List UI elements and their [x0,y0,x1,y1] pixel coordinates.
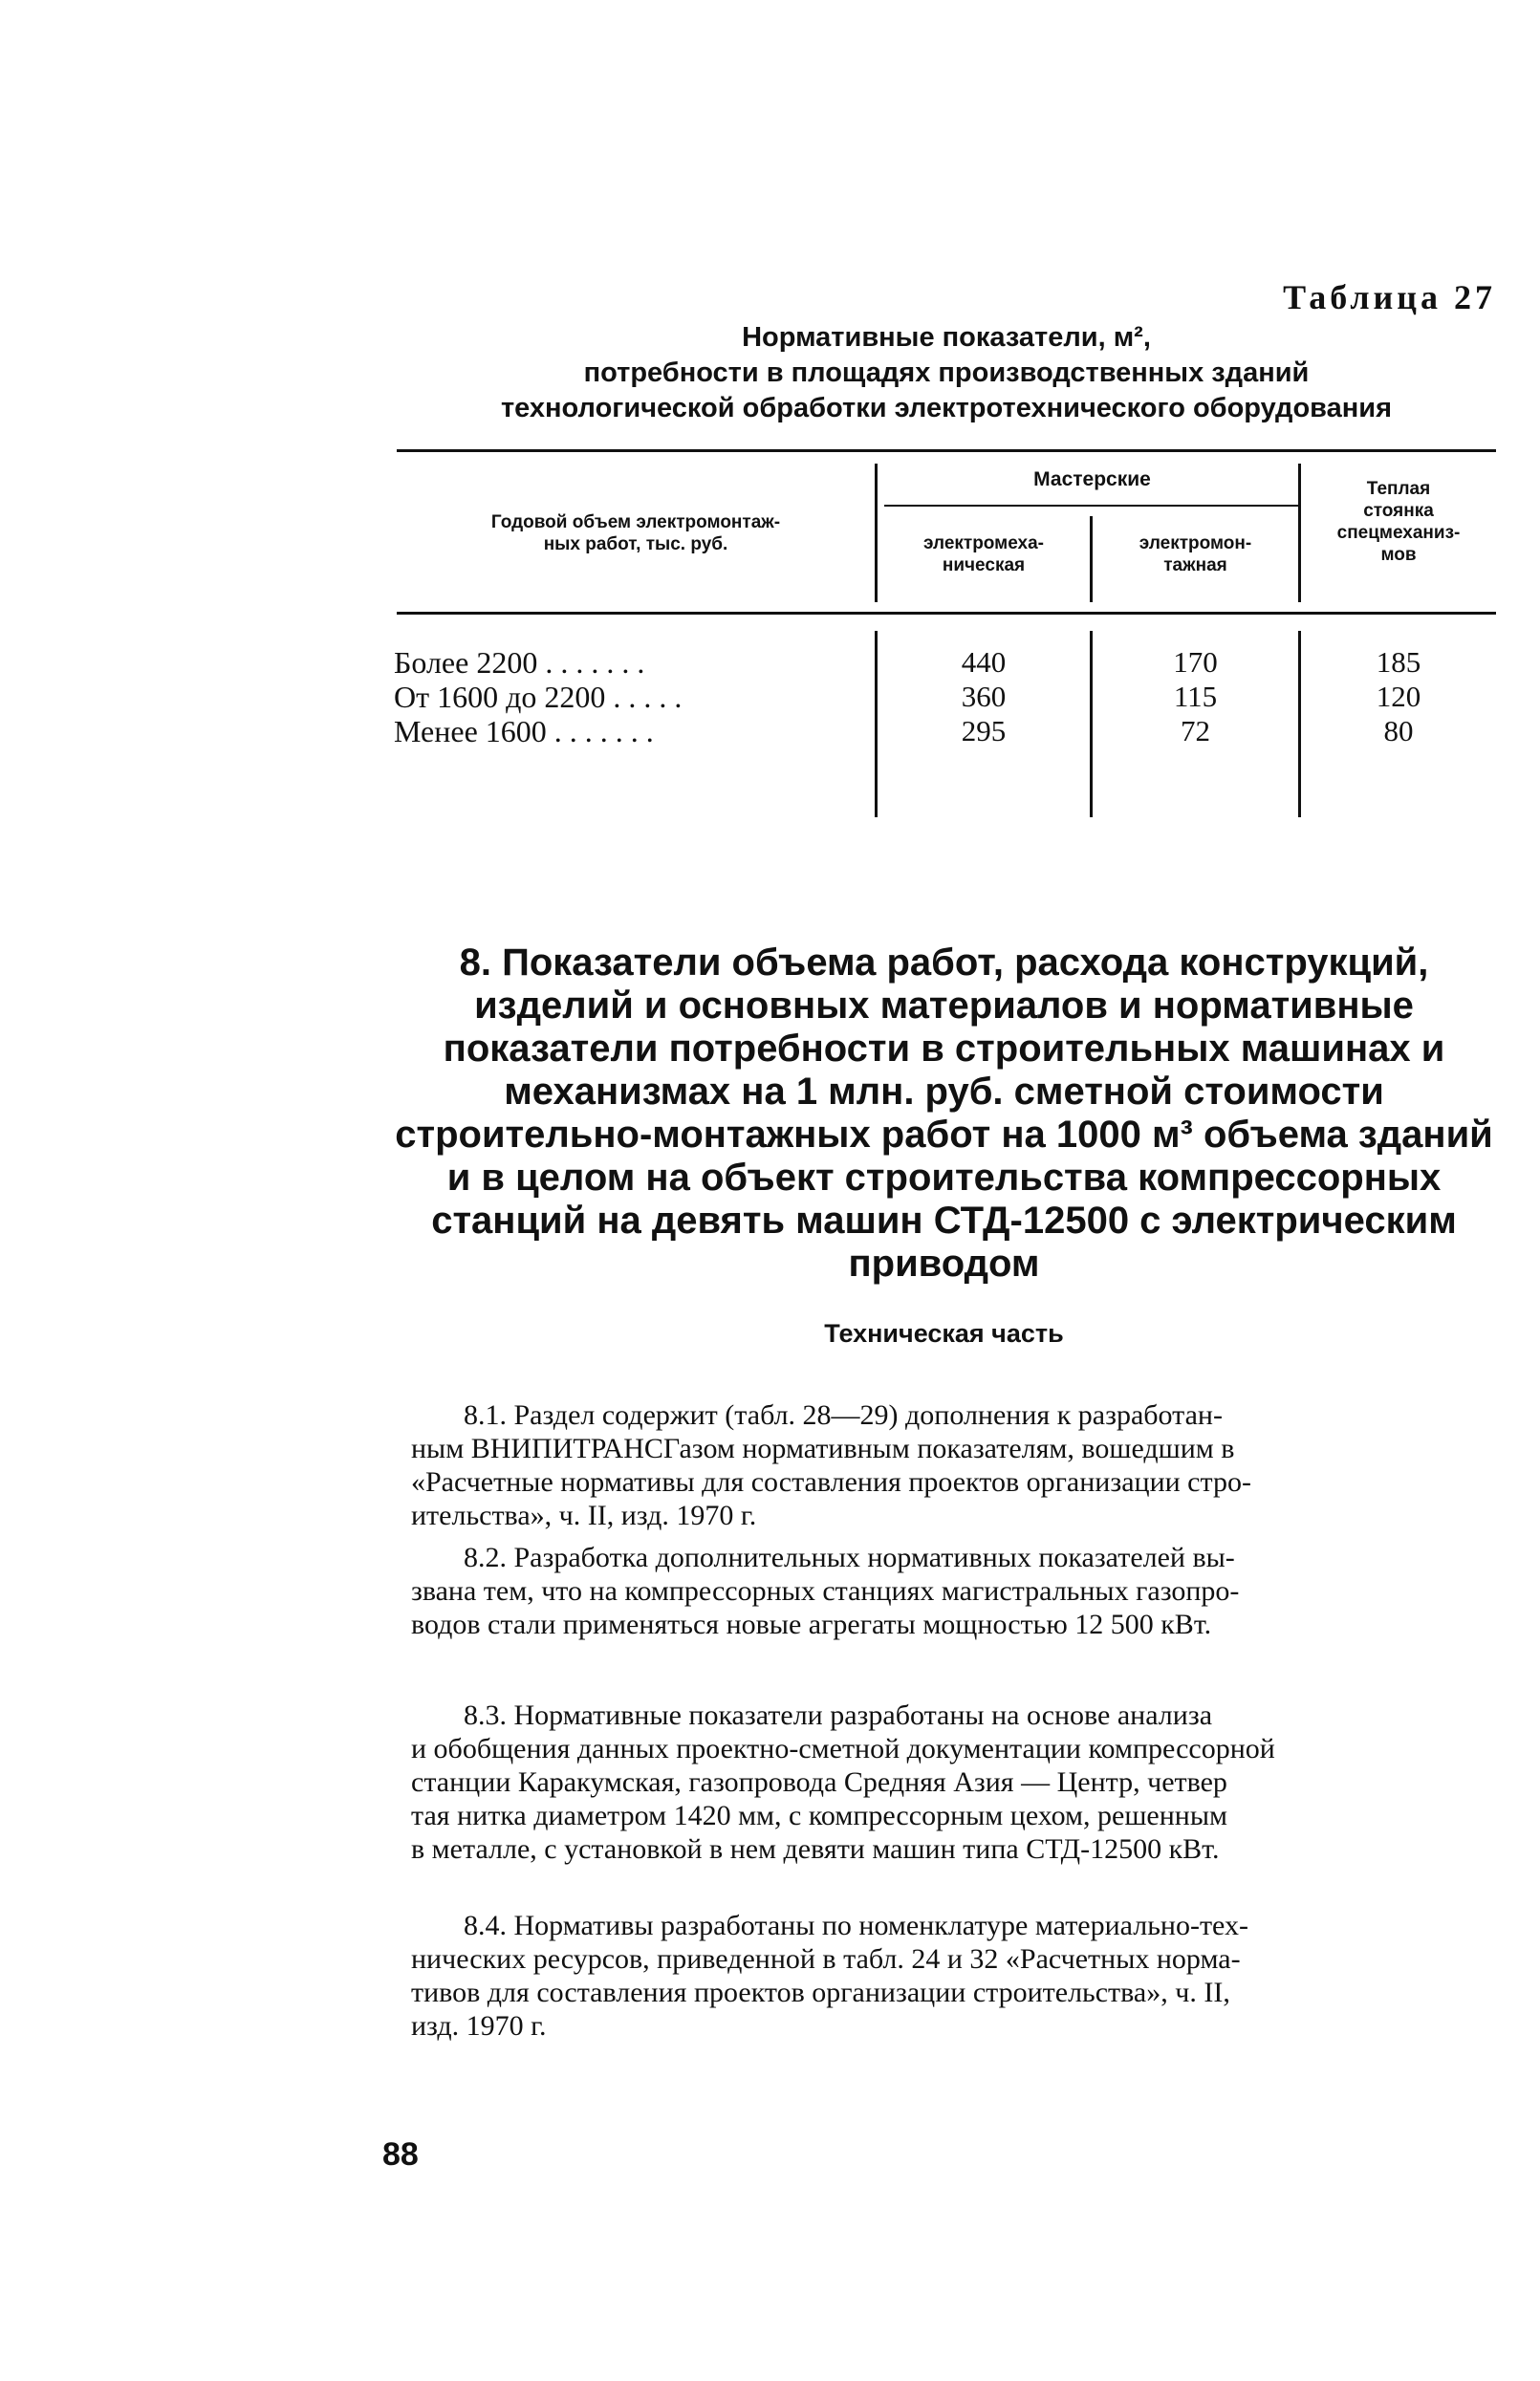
cell-value: 360 [961,680,1007,713]
table-caption-line: потребности в площадях производственных зданий [583,357,1310,388]
paragraph-8-2: 8.2. Разработка дополнительных нормативных показателей вы- звана тем, что на компрессорных станциях магистральных газопро- водов стали применяться новые агрегаты мощностью 12 500 кВт. [411,1542,1240,1640]
cell-value: 72 [1181,714,1210,747]
section-heading-line: механизмах на 1 млн. руб. сметной стоимости [504,1071,1384,1113]
table-caption [397,320,1496,426]
section-heading-line: показатели потребности в строительных машинах и [443,1028,1445,1070]
paragraph-8-1: 8.1. Раздел содержит (табл. 28—29) дополнения к разработан- ным ВНИПИТРАНСГазом нормативным показателям, вошедшим в «Расчетные нормативы для составления проектов организации стро- ительства», ч. II, изд. 1970 г. [411,1399,1251,1531]
header-annual-volume: Годовой объем электромонтаж- ных работ, тыс. руб. [490,512,781,554]
cell-value: 185 [1376,645,1421,679]
section-heading-line: 8. Показатели объема работ, расхода конструкций, [459,942,1429,984]
table-header-rule [397,612,1496,615]
row-label: Более 2200 . . . . . . . [394,645,645,680]
header-electromechanical: электромеха- ническая [922,533,1044,575]
group-header-rule [884,505,1300,507]
cell-value: 295 [961,714,1007,747]
section-heading [387,942,1501,1286]
section-heading-line: приводом [848,1243,1040,1285]
section-heading-line: станций на девять машин СТД-12500 с электрическим [431,1200,1457,1242]
cell-value: 80 [1383,714,1414,747]
header-warm-parking: Теплая стоянка спецмеханиз- мов [1336,479,1461,565]
technical-part-heading: Техническая часть [824,1319,1064,1348]
table-caption-line: технологической обработки электротехнического оборудования [500,393,1393,423]
header-electroinstallation: электромон- тажная [1139,533,1252,575]
cell-value: 170 [1173,645,1218,679]
section-heading-line: строительно-монтажных работ на 1000 м³ объема зданий [395,1114,1493,1156]
row-label: Менее 1600 . . . . . . . [394,714,654,748]
section-heading-line: изделий и основных материалов и нормативные [474,985,1414,1027]
table-caption-line: Нормативные показатели, м², [742,322,1151,353]
cell-value: 440 [961,645,1007,679]
row-label: От 1600 до 2200 . . . . . [394,680,683,714]
table-top-rule [397,449,1496,452]
page-number: 88 [382,2136,419,2173]
paragraph-8-4: 8.4. Нормативы разработаны по номенклатуре материально-тех- нических ресурсов, приведенной в табл. 24 и 32 «Расчетных норма- тивов для составления проектов организации строительства», ч. II, изд. 1970 г. [411,1910,1248,2042]
header-workshops-group: Мастерские [1033,468,1151,490]
paragraph-8-3: 8.3. Нормативные показатели разработаны на основе анализа и обобщения данных проектно-сметной документации компрессорной станции Каракумская, газопровода Средняя Азия — Центр, четвер тая нитка диаметром 1420 мм, с компрессорным цехом, решенным в металле, с установкой в нем девяти машин типа СТД-12500 кВт. [411,1699,1275,1865]
table-number: Таблица 27 [1283,278,1496,316]
section-heading-line: и в целом на объект строительства компрессорных [446,1157,1442,1199]
cell-value: 120 [1376,680,1421,713]
cell-value: 115 [1173,680,1218,713]
